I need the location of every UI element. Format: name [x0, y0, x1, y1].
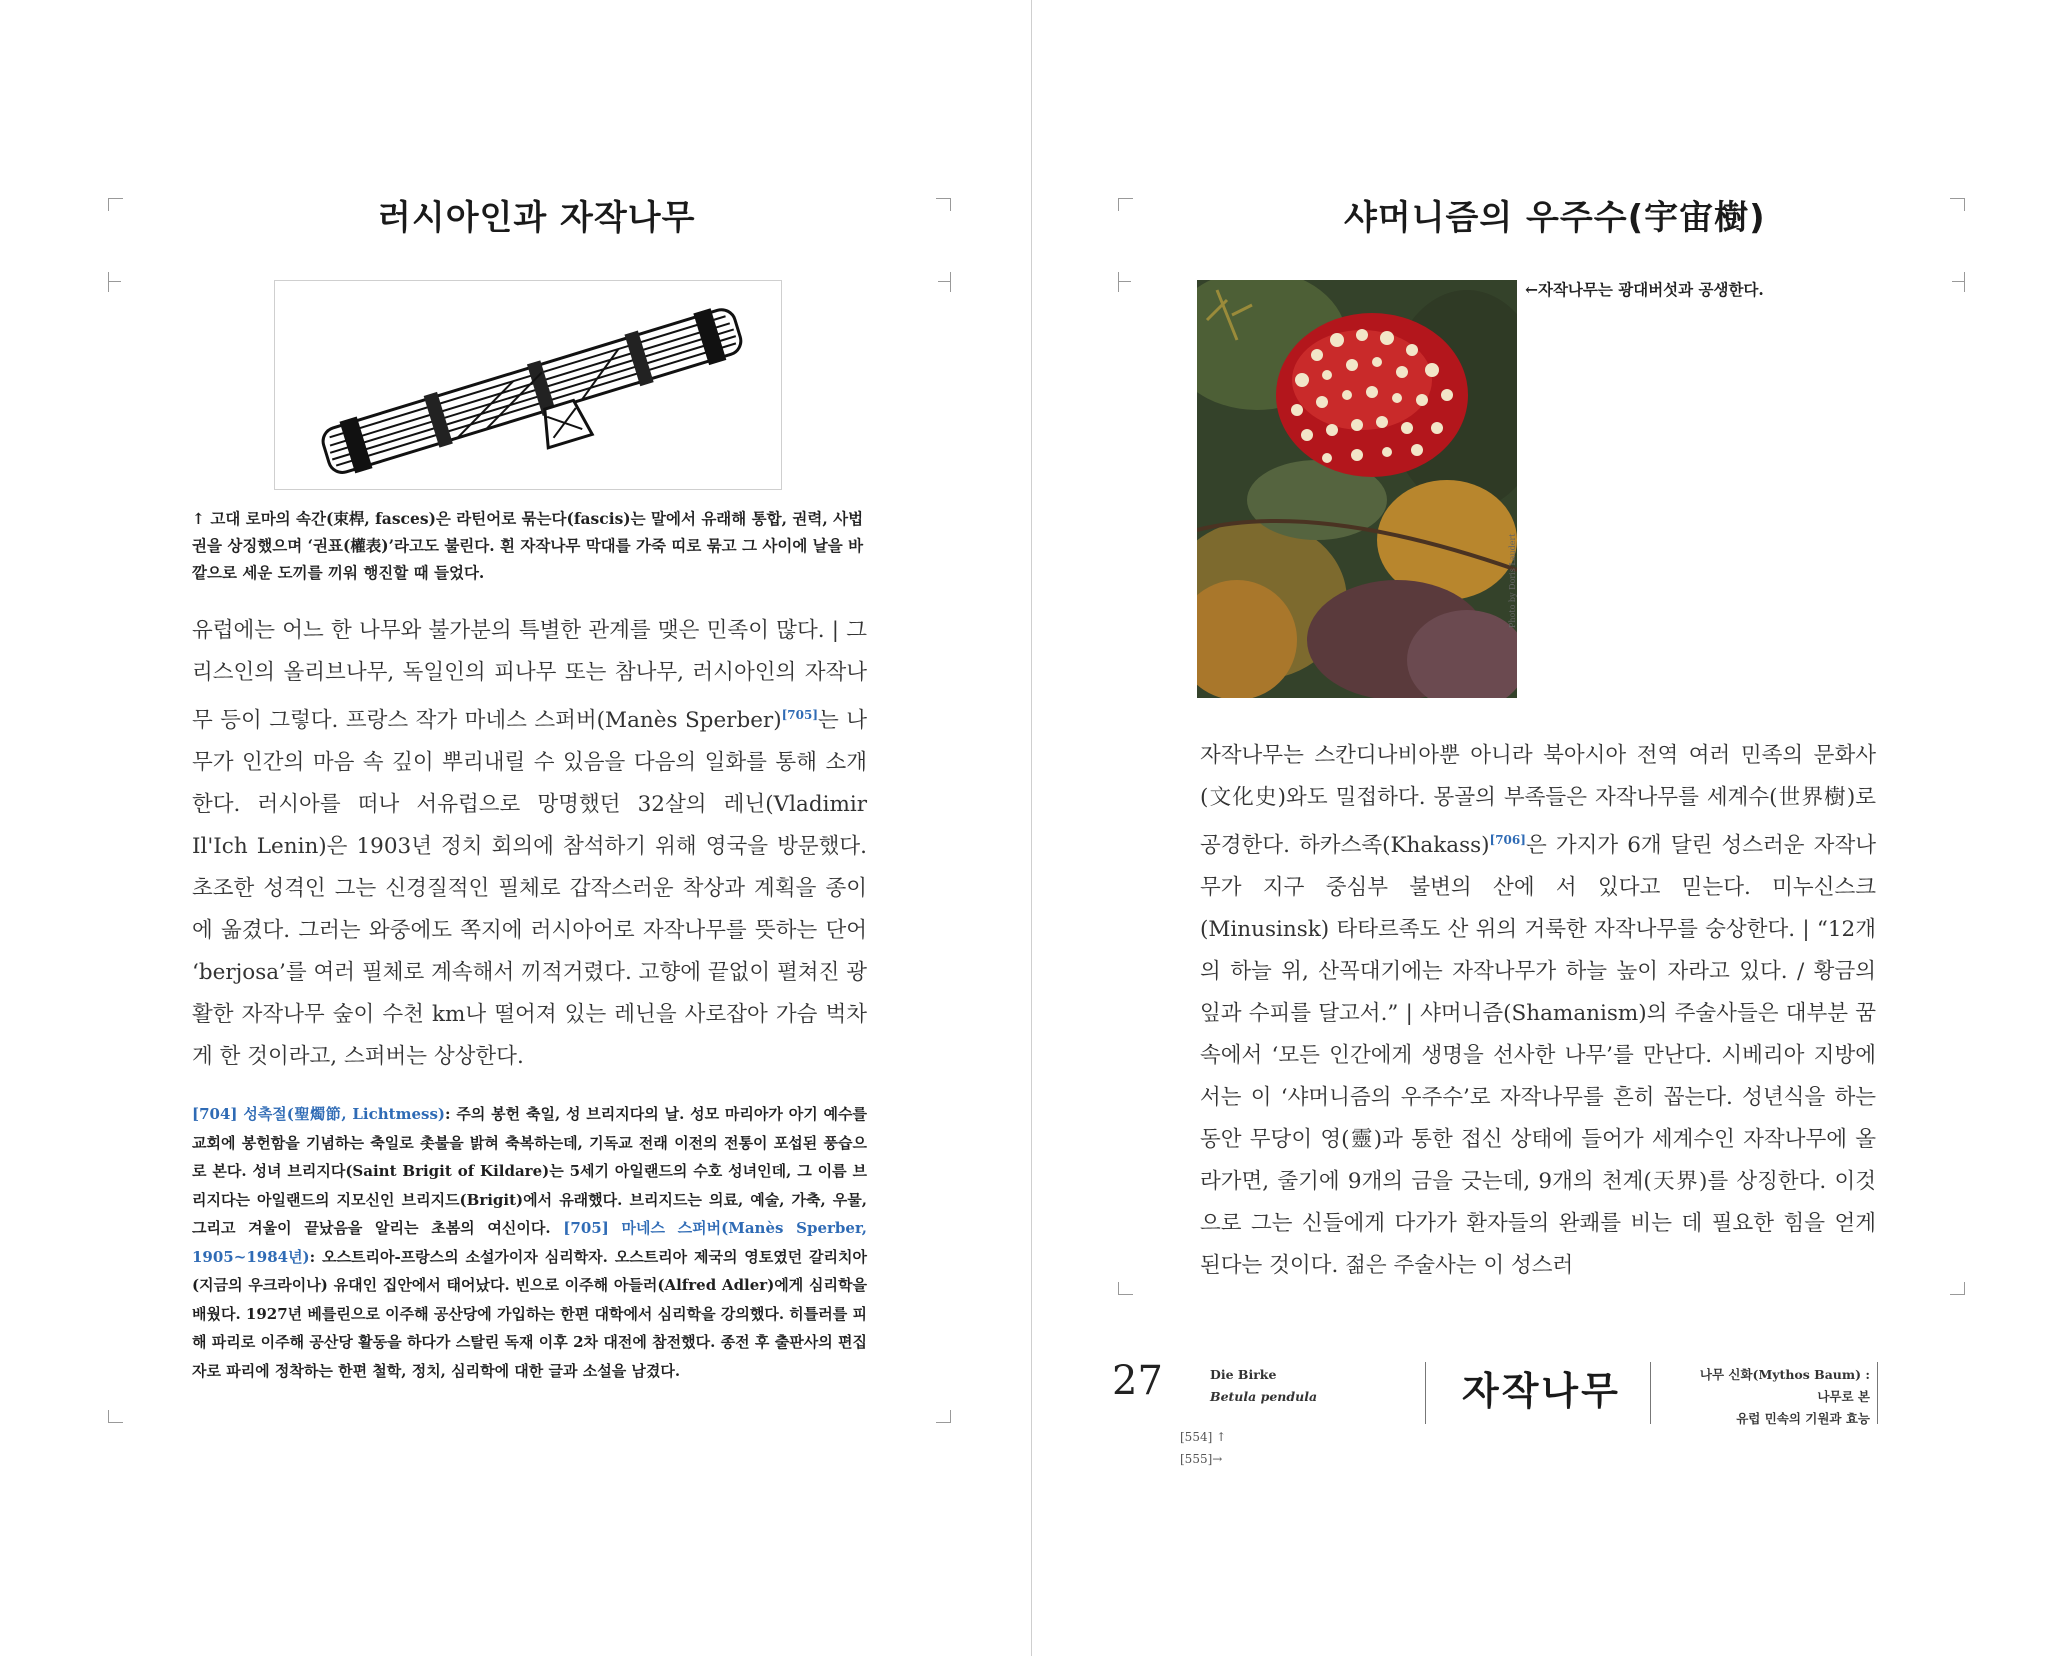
- crop-mark: [108, 198, 123, 211]
- footer-divider: [1650, 1362, 1651, 1424]
- figure-caption-left: ↑ 고대 로마의 속간(束桿, fasces)은 라틴어로 묶는다(fascis)는 말에서 유래해 통합, 권력, 사법권을 상징했으며 ‘권표(權表)’라고도 불린다. 흰 자작나무 막대를 가죽 띠로 묶고 그 사이에 날을 바깥으로 세운 도끼를 끼워 행진할 때 들었다.: [192, 509, 864, 582]
- photo-credit: Photo by Doris Laudert: [1508, 533, 1517, 628]
- note-text-704: : 주의 봉헌 축일, 성 브리지다의 날. 성모 마리아가 아기 예수를 교회에 봉헌함을 기념하는 축일로 촛불을 밝혀 축복하는데, 기독교 전래 이전의 전통이 포섭된 풍습으로 본다. 성녀 브리지다(Saint Brigit of Kildare)는 5세기 아일랜드의 수호 성녀인데, 그 이름 브리지다는 아일랜드의 지모신인 브리지드(Brigit)에서 유래했다. 브리지드는 의료, 예술, 가축, 우물, 그리고 겨울이 끝났음을 알리는 초봄의 여신이다.: [192, 1105, 867, 1237]
- crop-mark: [1950, 1282, 1965, 1295]
- page-title-left: 러시아인과 자작나무: [378, 198, 696, 238]
- xref-prev[interactable]: [554] ↑: [1180, 1430, 1227, 1444]
- footnote-ref-706[interactable]: [706]: [1489, 833, 1526, 847]
- crop-mark: [936, 198, 951, 211]
- crop-mark: [936, 272, 951, 292]
- body-text-part: 는 나무가 인간의 마음 속 깊이 뿌리내릴 수 있음을 다음의 일화를 통해 소개한다. 러시아를 떠나 서유럽으로 망명했던 32살의 레닌(Vladimir Il'Ich Lenin)은 1903년 정치 회의에 참석하기 위해 영국을 방문했다. 초조한 성격인 그는 신경질적인 필체로 갑작스러운 착상과 계획을 종이에 옮겼다. 그러는 와중에도 쪽지에 러시아어로 자작나무를 뜻하는 단어 ‘berjosa’를 여러 필체로 계속해서 끼적거렸다. 고향에 끝없이 펼쳐진 광활한 자작나무 숲이 수천 km나 떨어져 있는 레닌을 사로잡아 가슴 벅차게 한 것이라고, 스퍼버는 상상한다.: [192, 708, 867, 1070]
- note-label-704: [704] 성촉절(聖燭節, Lichtmess): [192, 1105, 445, 1123]
- xref-next[interactable]: [555]→: [1180, 1452, 1223, 1466]
- fly-agaric-photo: [1197, 280, 1517, 698]
- crop-mark: [1950, 198, 1965, 211]
- footer-divider: [1877, 1362, 1878, 1424]
- note-text-705: : 오스트리아-프랑스의 소설가이자 심리학자. 오스트리아 제국의 영토였던 갈리치아(지금의 우크라이나) 유대인 집안에서 태어났다. 빈으로 이주해 아들러(Alfred Adler)에게 심리학을 배웠다. 1927년 베를린으로 이주해 공산당에 가입하는 한편 대학에서 심리학을 강의했다. 히틀러를 피해 파리로 이주해 공산당 활동을 하다가 스탈린 독재 이후 2차 대전에 참전했다. 종전 후 출판사의 편집자로 파리에 정착하는 한편 철학, 정치, 심리학에 대한 글과 소설을 남겼다.: [192, 1247, 867, 1380]
- series-line: 나무로 본: [1817, 1389, 1870, 1404]
- series-line: 나무 신화(Mythos Baum) :: [1699, 1367, 1870, 1382]
- body-text-part: 유럽에는 어느 한 나무와 불가분의 특별한 관계를 맺은 민족이 많다. | 그리스인의 올리브나무, 독일인의 피나무 또는 참나무, 러시아인의 자작나무 등이 그렇다. 프랑스 작가 마네스 스퍼버(Manès Sperber): [192, 618, 867, 734]
- crop-mark: [1118, 198, 1133, 211]
- body-text-right: [1200, 735, 1876, 1287]
- series-title: [1690, 1364, 1870, 1430]
- body-text-part: 자작나무는 스칸디나비아뿐 아니라 북아시아 전역 여러 민족의 문화사(文化史)와도 밀접하다. 몽골의 부족들은 자작나무를 세계수(世界樹)로 공경한다. 하카스족(Khakass): [1200, 743, 1876, 859]
- photo-caption: ←자작나무는 광대버섯과 공생한다.: [1525, 280, 1764, 299]
- crop-mark: [1118, 272, 1133, 292]
- crop-mark: [936, 1410, 951, 1423]
- crop-mark: [1950, 272, 1965, 292]
- korean-tree-name: 자작나무: [1462, 1369, 1621, 1413]
- crop-mark: [108, 272, 123, 292]
- note-label-705: [705] 마네스 스퍼버(Manès Sperber, 1905~1984년): [192, 1219, 867, 1266]
- body-text-left: [192, 610, 867, 1078]
- cross-references: [1180, 1426, 1226, 1470]
- series-line: 유럽 민속의 기원과 효능: [1736, 1411, 1870, 1426]
- footnote-ref-705[interactable]: [705]: [781, 708, 818, 722]
- crop-mark: [1118, 1282, 1133, 1295]
- crop-mark: [108, 1410, 123, 1423]
- body-text-part: 은 가지가 6개 달린 성스러운 자작나무가 지구 중심부 불변의 산에 서 있다고 믿는다. 미누신스크(Minusinsk) 타타르족도 산 위의 거룩한 자작나무를 숭상한다. | “12개의 하늘 위, 산꼭대기에는 자작나무가 하늘 높이 자라고 있다. / 황금의 잎과 수피를 달고서.” | 샤머니즘(Shamanism)의 주술사들은 대부분 꿈 속에서 ‘모든 인간에게 생명을 선사한 나무’를 만난다. 시베리아 지방에서는 이 ‘샤머니즘의 우주수’로 자작나무를 흔히 꼽는다. 성년식을 하는 동안 무당이 영(靈)과 통한 접신 상태에 들어가 세계수인 자작나무에 올라가면, 줄기에 9개의 금을 긋는데, 9개의 천계(天界)를 상징한다. 이것으로 그는 신들에게 다가가 환자들의 완쾌를 비는 데 필요한 힘을 얻게 된다는 것이다. 젊은 주술사는 이 성스러: [1200, 833, 1876, 1279]
- species-name: [1210, 1364, 1317, 1408]
- german-name: Die Birke: [1210, 1367, 1277, 1382]
- footer-divider: [1425, 1362, 1426, 1424]
- footnotes-left: [192, 1100, 867, 1385]
- fasces-illustration: [274, 280, 782, 490]
- page-title-right: 샤머니즘의 우주수(宇宙樹): [1344, 198, 1766, 238]
- page-number: 27: [1112, 1358, 1163, 1404]
- latin-name: Betula pendula: [1210, 1389, 1318, 1404]
